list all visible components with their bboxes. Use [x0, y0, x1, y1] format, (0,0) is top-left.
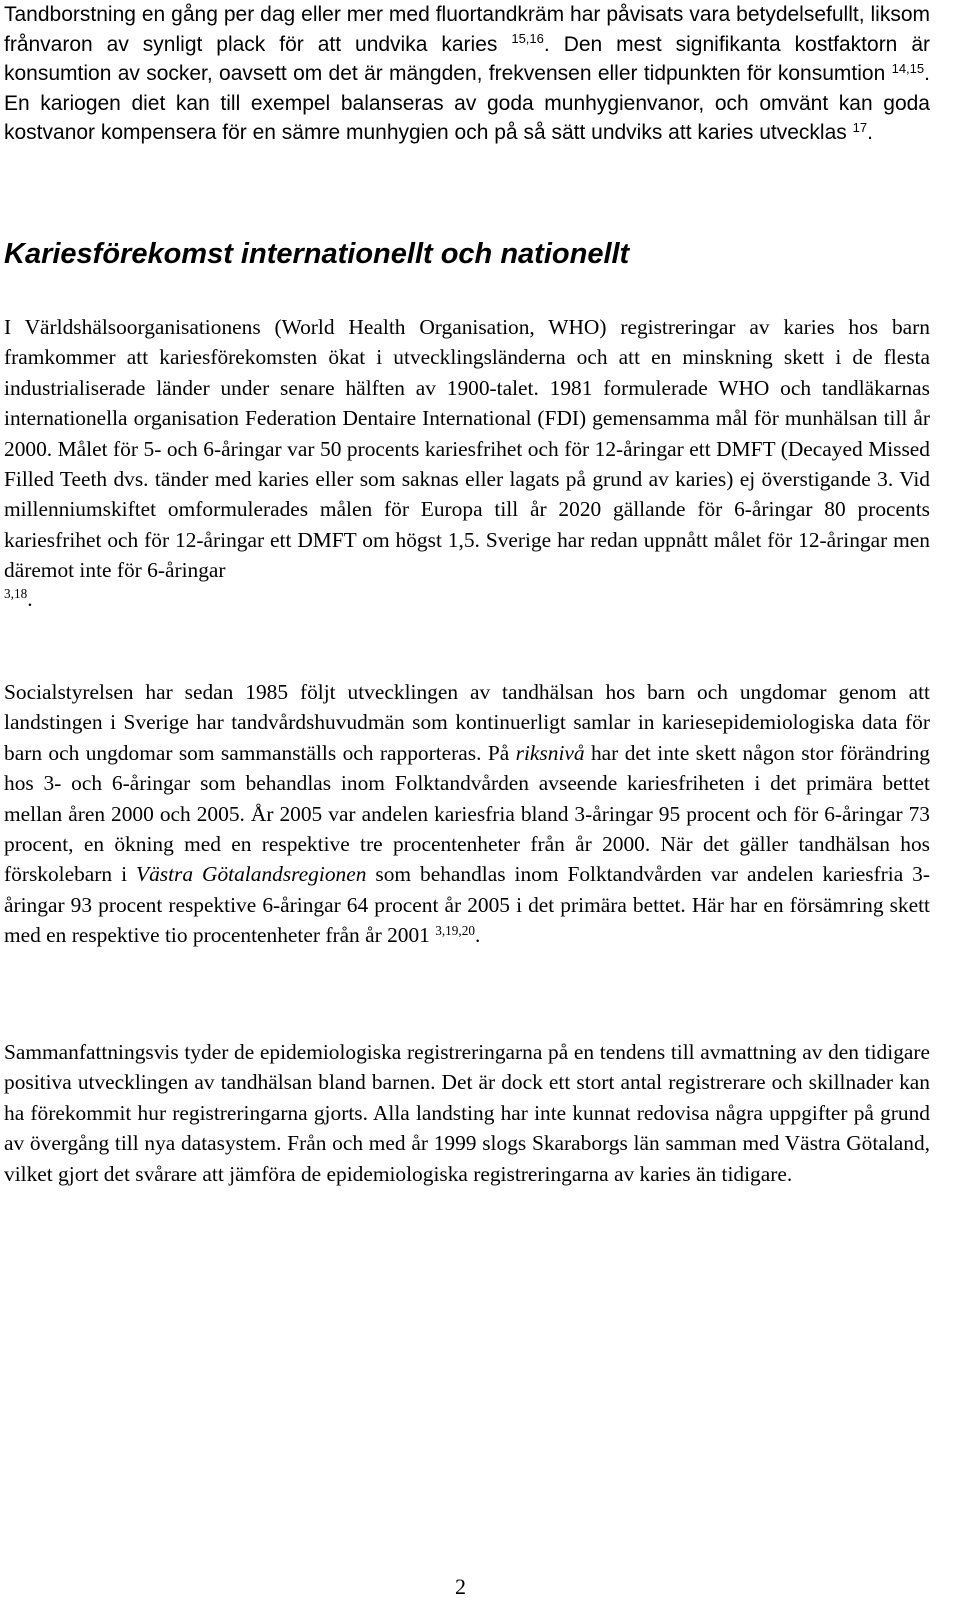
- paragraph-text: har det inte skett någon stor förändring hos 3- och 6-åringar som behandlas inom Folktandvården avseende kariesfriheten i det primära bettet mellan åren 2000 och 2005. År 2005 var andelen kariesfria bland 3-åringar 95 procent och för 6-åringar 73 procent, en ökning med en respektive tre procentenheter från år 2000. När det gäller tandhälsan hos förskolebarn i: [4, 740, 931, 887]
- citation-ref: 17: [852, 119, 868, 135]
- citation-ref: 3,18: [4, 586, 28, 602]
- paragraph-socialstyrelsen: [4, 677, 930, 951]
- intro-paragraph: [4, 0, 930, 148]
- paragraph-who-tail: [4, 586, 930, 612]
- paragraph-summary: Sammanfattningsvis tyder de epidemiologiska registreringarna på en tendens till avmattning av den tidigare positiva utvecklingen av tandhälsan bland barnen. Det är dock ett stort antal registrerare och skillnader kan ha förekommit hur registreringarna gjorts. Alla landsting har inte kunnat redovisa några uppgifter på grund av övergång till nya datasystem. Från och med år 1999 slogs Skaraborgs län samman med Västra Götaland, vilket gjort det svårare att jämföra de epidemiologiska registreringarna av karies än tidigare.: [4, 1040, 930, 1186]
- citation-ref: 14,15: [891, 60, 925, 76]
- period: .: [474, 923, 481, 948]
- intro-text-2: . Den mest signifikanta kostfaktorn är konsumtion av socker, oavsett om det är mängden, frekvensen eller tidpunkten för konsumtion: [4, 32, 930, 85]
- paragraph-who-text: I Världshälsoorganisationens (World Health Organisation, WHO) registreringar av karies hos barn framkommer att kariesförekomsten ökat i utvecklingsländerna och att en minskning skett i de flesta industrialiserade länder under senare hälften av 1900-talet. 1981 formulerade WHO och tandläkarnas internationella organisation Federation Dentaire International (FDI) gemensamma mål för munhälsan till år 2000. Målet för 5- och 6-åringar var 50 procents kariesfrihet och för 12-åringar ett DMFT (Decayed Missed Filled Teeth dvs. tänder med karies eller som saknas eller lagats på grund av karies) ej överstigande 3. Vid millenniumskiftet omformulerades målen för Europa till år 2020 gällande för 6-åringar 80 procents kariesfrihet och för 12-åringar ett DMFT om högst 1,5. Sverige har redan uppnått målet för 12-åringar men däremot inte för 6-åringar: [4, 315, 930, 583]
- emphasis-riksniva: riksnivå: [515, 740, 585, 765]
- paragraph-who: [4, 312, 930, 612]
- period: .: [27, 586, 33, 611]
- citation-ref: 3,19,20: [435, 922, 475, 938]
- citation-ref: 15,16: [511, 31, 544, 47]
- section-heading: Kariesförekomst internationellt och nationellt: [4, 238, 630, 270]
- paragraph-text: som behandlas inom Folktandvården var andelen kariesfria 3-åringar 93 procent respektive 6-åringar 64 procent år 2005 i det primära bettet. Här har en försämring skett med en respektive tio procentenheter från år 2001: [4, 862, 930, 948]
- intro-text-4: .: [867, 121, 873, 144]
- intro-text-3: . En kariogen diet kan till exempel balanseras av goda munhygienvanor, och omvänt kan goda kostvanor kompensera för en sämre munhygien och på så sätt undviks att karies utvecklas: [4, 62, 930, 144]
- intro-text-1: Tandborstning en gång per dag eller mer med fluortandkräm har påvisats vara betydelsefullt, liksom frånvaron av synligt plack för att undvika karies: [4, 3, 930, 56]
- paragraph-text: Socialstyrelsen har sedan 1985 följt utvecklingen av tandhälsan hos barn och ungdomar genom att landstingen i Sverige har tandvårdshuvudmän som kontinuerligt samlar in kariesepidemiologiska data för barn och ungdomar som sammanställs och rapporteras. På: [4, 680, 930, 765]
- emphasis-region: Västra Götalandsregionen: [136, 862, 367, 887]
- page-number: 2: [455, 1574, 466, 1599]
